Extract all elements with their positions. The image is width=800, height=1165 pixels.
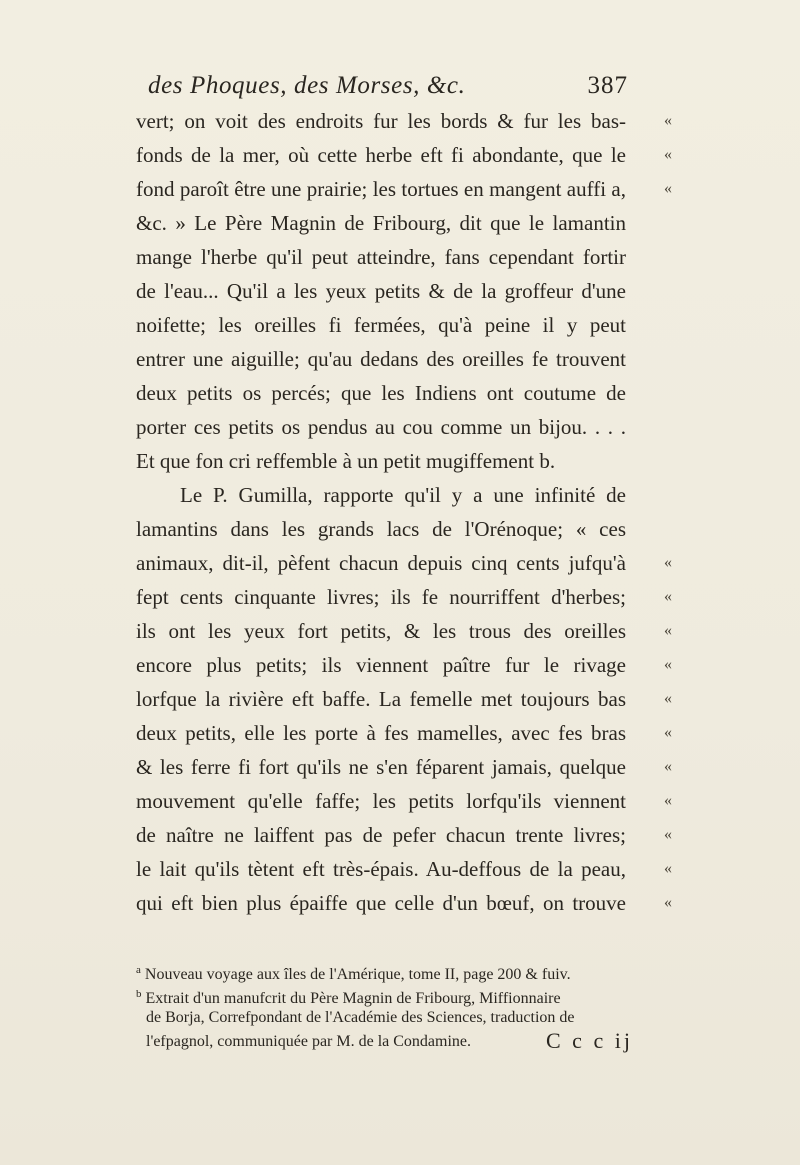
text-line: vert; on voit des endroits fur les bords & fur les bas- [136, 109, 626, 133]
margin-quote: « [664, 690, 672, 707]
text-line: & les ferre fi fort qu'ils ne s'en féparent jamais, quelque [136, 755, 626, 779]
footnote-line [136, 1006, 666, 1030]
text-line: lamantins dans les grands lacs de l'Orénoque; « ces [136, 517, 626, 541]
margin-quote [664, 444, 694, 478]
text-line: ils ont les yeux fort petits, & les trous des oreilles [136, 619, 626, 643]
margin-quote: « [664, 622, 672, 639]
footnote-text: Extrait d'un manufcrit du Père Magnin de Fribourg, Miffionnaire [145, 990, 561, 1007]
text-line: de naître ne laiffent pas de pefer chacun trente livres; [136, 823, 626, 847]
margin-quote [664, 512, 694, 546]
text-line: noifette; les oreilles fi fermées, qu'à peine il y peut [136, 313, 626, 337]
running-title: des Phoques, des Morses, &c. [148, 72, 466, 99]
footnote-text: de Borja, Correfpondant de l'Académie des Sciences, traduction de [146, 1009, 575, 1026]
margin-quote: « [664, 724, 672, 741]
margin-quote: « [664, 554, 672, 571]
text-line: deux petits, elle les porte à fes mamelles, avec fes bras [136, 721, 626, 745]
text-line: deux petits os percés; que les Indiens ont coutume de [136, 381, 626, 405]
margin-quote: « [664, 894, 672, 911]
margin-quote [664, 342, 694, 376]
margin-quote [664, 376, 694, 410]
text-line: Et que fon cri reffemble à un petit mugiffement b. [136, 449, 556, 473]
footnote-text: Nouveau voyage aux îles de l'Amérique, tome II, page 200 & fuiv. [144, 966, 571, 983]
margin-quote: « [664, 588, 672, 605]
text-line: lorfque la rivière eft baffe. La femelle met toujours bas [136, 687, 626, 711]
margin-quote: « [664, 860, 672, 877]
text-line: le lait qu'ils tètent eft très-épais. Au-deffous de la peau, [136, 857, 626, 881]
text-line: qui eft bien plus épaiffe que celle d'un bœuf, on trouve [136, 891, 626, 915]
margin-quote: « [664, 758, 672, 775]
text-line: &c. » Le Père Magnin de Fribourg, dit que le lamantin [136, 211, 626, 235]
text-line: de l'eau... Qu'il a les yeux petits & de la groffeur d'une [136, 279, 626, 303]
page-header [148, 72, 628, 102]
margin-quote: « [664, 826, 672, 843]
footnote-line [136, 958, 666, 982]
margin-quote: « [664, 180, 672, 197]
margin-quote: « [664, 112, 672, 129]
margin-quote [664, 206, 694, 240]
body-text [136, 104, 626, 920]
margin-quote: « [664, 792, 672, 809]
page-number: 387 [587, 72, 628, 99]
text-line: encore plus petits; ils viennent paître fur le rivage [136, 653, 626, 677]
signature-mark: C c c ij [546, 1028, 633, 1053]
margin-quote [664, 240, 694, 274]
text-line: fonds de la mer, où cette herbe eft fi abondante, que le [136, 143, 626, 167]
footnote-text: l'efpagnol, communiquée par M. de la Condamine. [146, 1033, 472, 1050]
margin-quote [664, 410, 694, 444]
footnote-mark: b [136, 988, 142, 1000]
text-line: Le P. Gumilla, rapporte qu'il y a une infinité de [180, 483, 626, 507]
margin-quote: « [664, 656, 672, 673]
text-line: fond paroît être une prairie; les tortues en mangent auffi a, [136, 177, 626, 201]
text-line: mouvement qu'elle faffe; les petits lorfqu'ils viennent [136, 789, 626, 813]
margin-quotation-marks [664, 104, 694, 920]
text-line: mange l'herbe qu'il peut atteindre, fans cependant fortir [136, 245, 626, 269]
text-line: animaux, dit-il, pèfent chacun depuis cinq cents jufqu'à [136, 551, 626, 575]
margin-quote: « [664, 146, 672, 163]
margin-quote [664, 478, 694, 512]
margin-quote [664, 308, 694, 342]
margin-quote [664, 274, 694, 308]
text-line: fept cents cinquante livres; ils fe nourriffent d'herbes; [136, 585, 626, 609]
text-line: porter ces petits os pendus au cou comme un bijou. . . . [136, 415, 626, 439]
text-line: entrer une aiguille; qu'au dedans des oreilles fe trouvent [136, 347, 626, 371]
footnote-line [136, 982, 666, 1006]
footnote-mark: a [136, 964, 141, 976]
